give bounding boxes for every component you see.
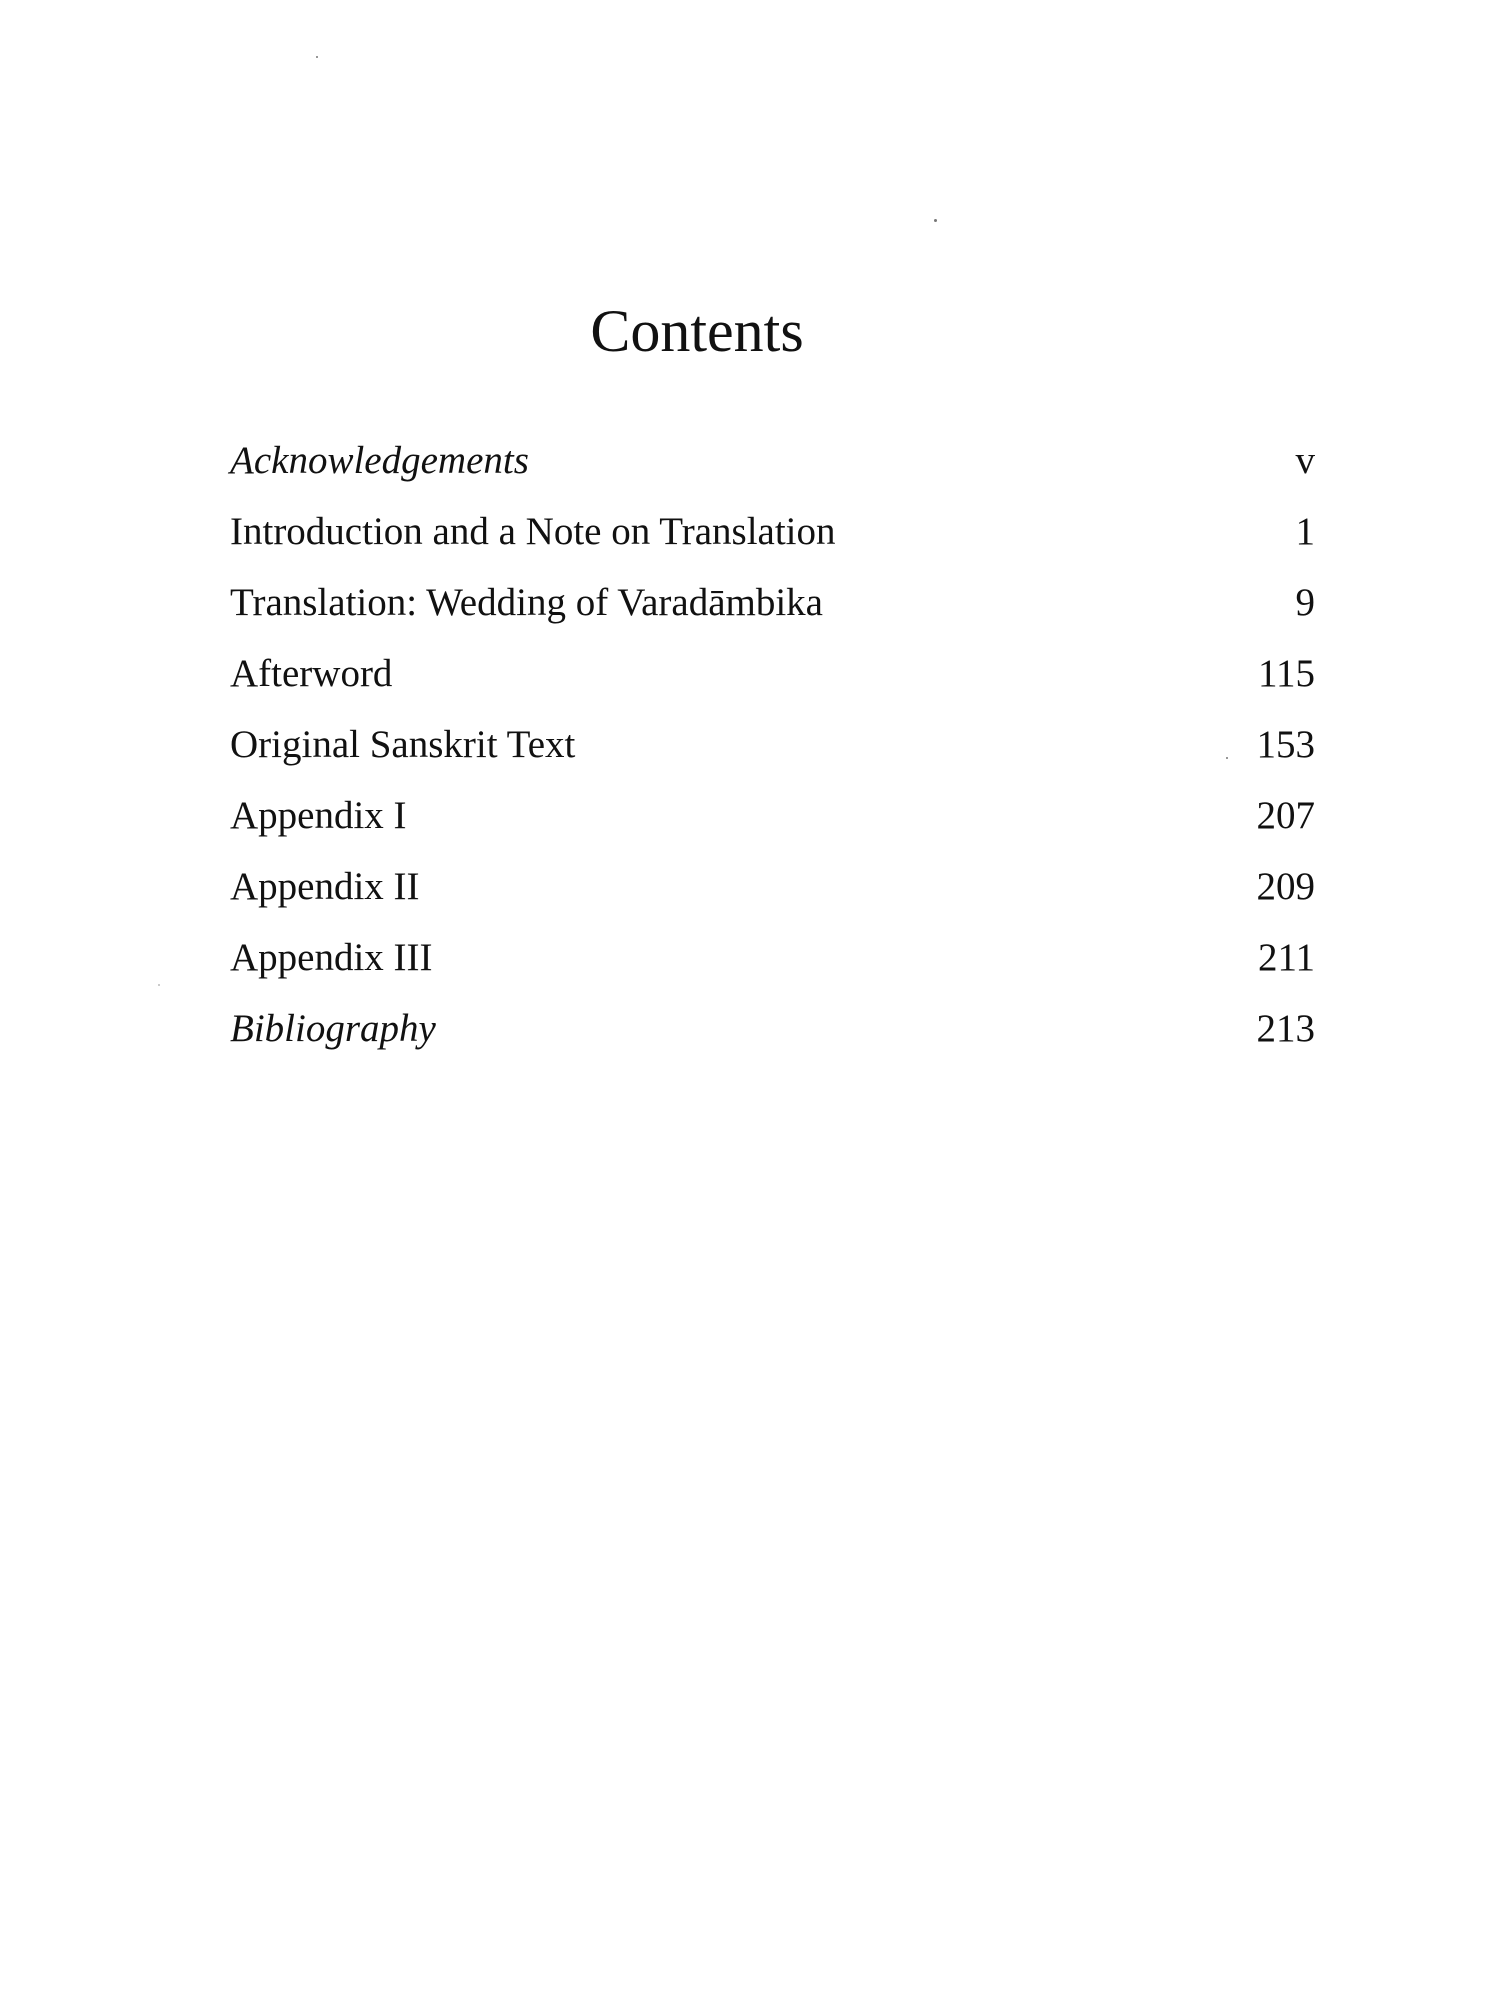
toc-entry-page-number: 153 <box>1256 723 1315 766</box>
toc-entry-title: Appendix III <box>230 936 433 979</box>
toc-entry <box>230 993 1315 1064</box>
toc-entry-title: Original Sanskrit Text <box>230 723 576 766</box>
toc-entry <box>230 567 1315 638</box>
toc-entry-page-number: 211 <box>1257 936 1315 979</box>
toc-entry-page-number: 209 <box>1256 865 1315 908</box>
toc-entry <box>230 638 1315 709</box>
toc-entry-title: Translation: Wedding of Varadāmbika <box>230 581 823 624</box>
toc-entry-page-number: 115 <box>1257 652 1315 695</box>
scan-speck <box>316 56 318 58</box>
toc-entry <box>230 425 1315 496</box>
toc-entry-title: Appendix II <box>230 865 420 908</box>
toc-entry-title: Appendix I <box>230 794 407 837</box>
toc-entry-page-number: v <box>1295 439 1315 482</box>
toc-entry-page-number: 9 <box>1295 581 1315 624</box>
scan-speck <box>1226 757 1228 759</box>
toc-entry <box>230 780 1315 851</box>
toc-entry-title: Introduction and a Note on Translation <box>230 510 836 553</box>
toc-entry-page-number: 213 <box>1256 1007 1315 1050</box>
toc-entry <box>230 851 1315 922</box>
toc-entry-page-number: 1 <box>1295 510 1315 553</box>
scan-speck <box>158 984 160 986</box>
toc-entry-title: Bibliography <box>230 1007 436 1050</box>
page-title: Contents <box>590 298 804 364</box>
toc-entry-title: Acknowledgements <box>230 439 529 482</box>
toc-entry <box>230 496 1315 567</box>
scan-speck <box>934 219 937 222</box>
toc-entry <box>230 709 1315 780</box>
table-of-contents <box>230 425 1315 1064</box>
toc-entry <box>230 922 1315 993</box>
toc-entry-page-number: 207 <box>1256 794 1315 837</box>
toc-entry-title: Afterword <box>230 652 393 695</box>
